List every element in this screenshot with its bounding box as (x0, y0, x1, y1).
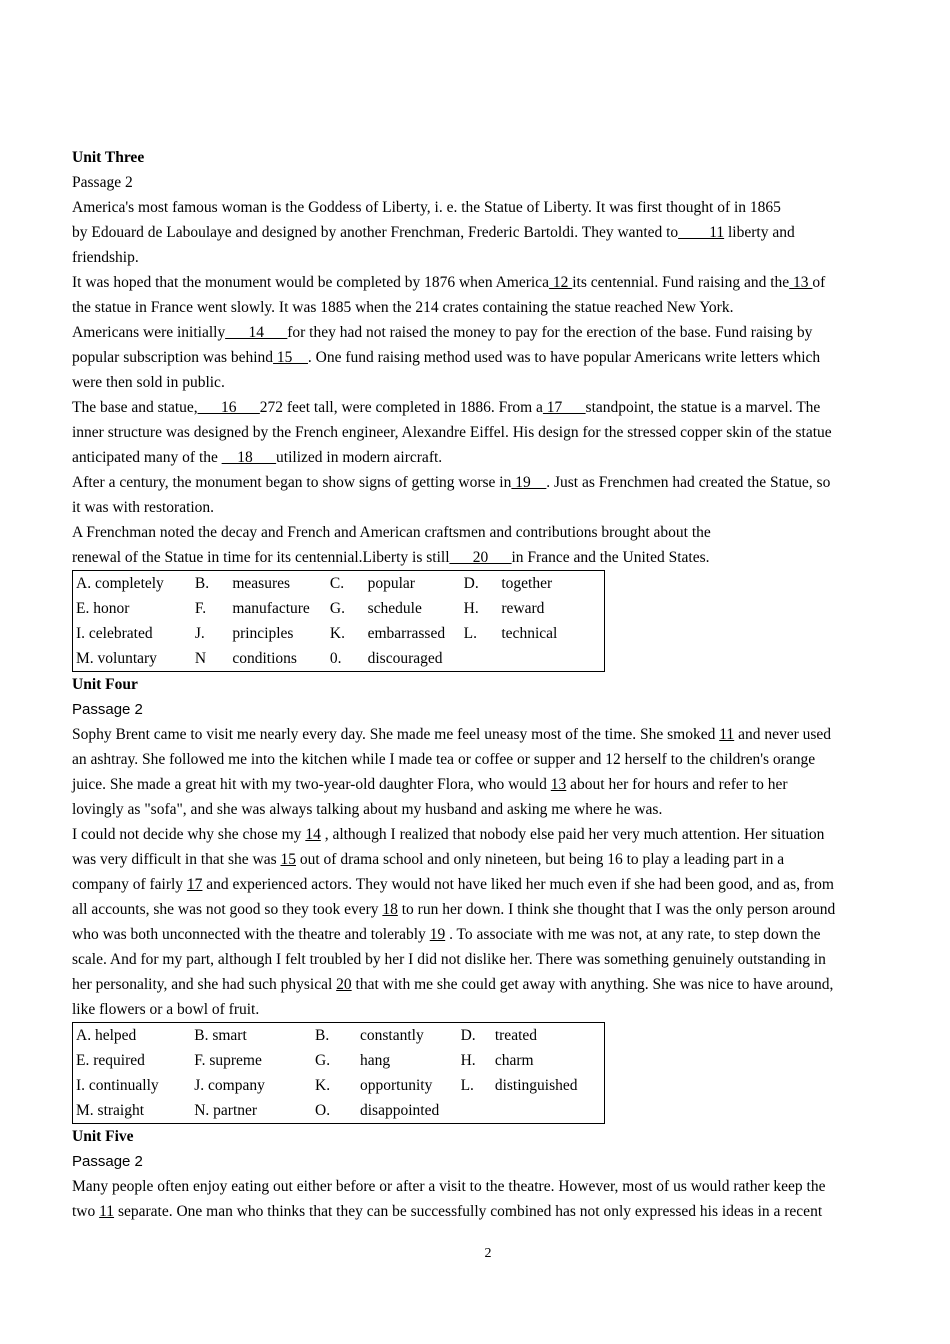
text-run: anticipated many of the (72, 449, 222, 466)
option-cell (492, 1098, 605, 1124)
option-row (73, 1048, 605, 1073)
blank: 17 (186, 876, 203, 893)
option-cell: J. (194, 625, 205, 642)
text-line (72, 872, 900, 897)
text-run: lovingly as "sofa", and she was always talking about my husband and asking me where he was. (72, 801, 663, 818)
blank: ___16___ (197, 399, 260, 416)
option-cell: C. (329, 575, 345, 592)
text-line (72, 270, 900, 295)
blank: ____11 (678, 224, 725, 241)
text-line (72, 972, 900, 997)
text-line (72, 470, 900, 495)
text-run: . One fund raising method used was to have popular Americans write letters which (307, 349, 821, 366)
options-table (72, 570, 605, 672)
text-run: to run her down. I think she thought that I was the only person around (397, 901, 836, 918)
text-line (72, 722, 900, 747)
text-run: company of fairly (72, 876, 187, 893)
text-run: inner structure was designed by the French engineer, Alexandre Eiffel. His design for the stressed copper skin of the statue (72, 424, 832, 441)
page-number: 2 (484, 1246, 492, 1261)
text-run: and never used (734, 726, 832, 743)
passage-text (72, 1174, 900, 1224)
text-run: popular subscription was behind (72, 349, 274, 366)
option-cell (461, 646, 499, 672)
option-cell: L. (463, 625, 478, 642)
option-cell: L. (460, 1077, 474, 1094)
blank: 20 (336, 976, 352, 993)
option-cell (458, 1098, 492, 1124)
text-line (72, 822, 900, 847)
text-line (72, 520, 900, 545)
text-run: two (72, 1203, 100, 1220)
text-line (72, 445, 900, 470)
text-run: friendship. (72, 249, 139, 266)
option-cell: N (194, 650, 207, 667)
text-line (72, 245, 900, 270)
text-run: scale. And for my part, although I felt troubled by her I did not dislike her. There was something genuinely outstanding in (72, 951, 826, 968)
text-run: who was both unconnected with the theatre and tolerably (72, 926, 430, 943)
options-table (72, 1022, 605, 1124)
text-run: . To associate with me was not, at any rate, to step down the (445, 926, 821, 943)
blank: 19 (429, 926, 446, 943)
text-run: were then sold in public. (72, 374, 225, 391)
text-line (72, 847, 900, 872)
option-cell: opportunity (359, 1077, 433, 1094)
text-run: was very difficult in that she was (72, 851, 281, 868)
blank: 15 (280, 851, 296, 868)
option-cell: F. (194, 600, 207, 617)
option-cell: A. helped (76, 1027, 137, 1044)
text-line (72, 545, 900, 570)
option-row (73, 1073, 605, 1098)
option-row (73, 596, 605, 621)
text-run: 272 feet tall, were completed in 1886. From a (259, 399, 543, 416)
blank: 11 (719, 726, 735, 743)
text-run: all accounts, she was not good so they took every (72, 901, 383, 918)
text-line (72, 370, 900, 395)
passage-label: Passage 2 (72, 701, 143, 718)
text-run: her personality, and she had such physical (72, 976, 337, 993)
option-cell: K. (329, 625, 345, 642)
option-cell: hang (359, 1052, 391, 1069)
blank: 14 (305, 826, 321, 843)
option-cell: D. (463, 575, 479, 592)
blank: 17___ (542, 399, 586, 416)
text-run: It was hoped that the monument would be completed by 1876 when America (72, 274, 549, 291)
option-cell: B. smart (194, 1027, 247, 1044)
blank: 18 (382, 901, 398, 918)
blank: 11 (99, 1203, 115, 1220)
option-cell: 0. (329, 650, 342, 667)
option-row (73, 621, 605, 646)
text-line (72, 320, 900, 345)
text-line (72, 295, 900, 320)
text-line (72, 947, 900, 972)
text-line (72, 1174, 900, 1199)
option-cell: embarrassed (367, 625, 446, 642)
text-line (72, 897, 900, 922)
option-cell: disappointed (359, 1102, 440, 1119)
text-run: its centennial. Fund raising and the (572, 274, 790, 291)
text-run: America's most famous woman is the Goddess of Liberty, i. e. the Statue of Liberty. It was first thought of in 1865 (72, 199, 781, 216)
text-run: standpoint, the statue is a marvel. The (585, 399, 821, 416)
option-cell: E. honor (76, 600, 130, 617)
option-cell: M. straight (76, 1102, 145, 1119)
text-run: in France and the United States. (511, 549, 710, 566)
text-run: renewal of the Statue in time for its centennial.Liberty is still (72, 549, 450, 566)
blank: 12 (548, 274, 573, 291)
option-row (73, 571, 605, 597)
blank: 19__ (511, 474, 547, 491)
option-cell: K. (315, 1077, 331, 1094)
text-run: separate. One man who thinks that they can be successfully combined has not only expressed his ideas in a recent (114, 1203, 823, 1220)
blank: 15__ (273, 349, 308, 366)
option-cell: D. (460, 1027, 476, 1044)
option-cell: J. company (194, 1077, 265, 1094)
text-line (72, 772, 900, 797)
text-line (72, 797, 900, 822)
text-run: After a century, the monument began to show signs of getting worse in (72, 474, 512, 491)
option-row (73, 1023, 605, 1049)
text-line (72, 395, 900, 420)
option-cell: B. (315, 1027, 330, 1044)
text-run: liberty and (724, 224, 795, 241)
option-cell: conditions (232, 650, 297, 667)
text-run: I could not decide why she chose my (72, 826, 306, 843)
blank: __18___ (221, 449, 277, 466)
text-run: Many people often enjoy eating out either before or after a visit to the theatre. However, most of us would rather keep the (72, 1178, 826, 1195)
text-run: of (812, 274, 826, 291)
text-run: . Just as Frenchmen had created the Statue, so (546, 474, 831, 491)
text-line (72, 495, 900, 520)
option-cell: together (501, 575, 553, 592)
blank: 13 (789, 274, 813, 291)
text-run: juice. She made a great hit with my two-year-old daughter Flora, who would (72, 776, 551, 793)
option-cell: I. continually (76, 1077, 159, 1094)
option-cell: H. (460, 1052, 476, 1069)
text-run: that with me she could get away with anything. She was nice to have around, (351, 976, 834, 993)
text-run: the statue in France went slowly. It was 1885 when the 214 crates containing the statue reached New York. (72, 299, 734, 316)
text-line (72, 1199, 900, 1224)
option-row (73, 1098, 605, 1124)
text-line (72, 345, 900, 370)
passage-label: Passage 2 (72, 1153, 143, 1170)
option-cell: N. partner (194, 1102, 258, 1119)
text-line (72, 220, 900, 245)
text-run: Americans were initially (72, 324, 226, 341)
option-cell: O. (315, 1102, 331, 1119)
blank: ___20___ (449, 549, 512, 566)
option-cell: treated (494, 1027, 538, 1044)
option-cell: E. required (76, 1052, 145, 1069)
text-line (72, 997, 900, 1022)
text-run: like flowers or a bowl of fruit. (72, 1001, 260, 1018)
unit-title: Unit Three (72, 149, 145, 166)
option-cell: M. voluntary (76, 650, 157, 667)
text-run: by Edouard de Laboulaye and designed by another Frenchman, Frederic Bartoldi. They wanted to (72, 224, 679, 241)
text-run: The base and statue, (72, 399, 198, 416)
option-cell (498, 646, 604, 672)
text-run: out of drama school and only nineteen, but being 16 to play a leading part in a (296, 851, 785, 868)
option-cell: H. (463, 600, 479, 617)
option-cell: G. (329, 600, 345, 617)
option-cell: constantly (359, 1027, 424, 1044)
unit-title: Unit Four (72, 676, 138, 693)
blank: 13 (550, 776, 567, 793)
text-run: Sophy Brent came to visit me nearly every day. She made me feel uneasy most of the time. She smoked (72, 726, 720, 743)
option-cell: I. celebrated (76, 625, 153, 642)
text-line (72, 195, 900, 220)
option-cell: distinguished (494, 1077, 578, 1094)
option-cell: charm (494, 1052, 534, 1069)
option-row (73, 646, 605, 672)
text-line (72, 420, 900, 445)
option-cell: measures (232, 575, 291, 592)
option-cell: reward (501, 600, 545, 617)
option-cell: technical (501, 625, 558, 642)
text-run: for they had not raised the money to pay for the erection of the base. Fund raising by (287, 324, 813, 341)
option-cell: popular (367, 575, 415, 592)
unit-title: Unit Five (72, 1128, 134, 1145)
option-cell: A. completely (76, 575, 164, 592)
text-run: an ashtray. She followed me into the kitchen while I made tea or coffee or supper and 12 herself to the children's orange (72, 751, 816, 768)
passage-text (72, 195, 900, 570)
option-cell: manufacture (232, 600, 310, 617)
option-cell: schedule (367, 600, 422, 617)
option-cell: principles (232, 625, 294, 642)
document-page (72, 145, 900, 1224)
passage-label: Passage 2 (72, 174, 133, 191)
blank: ___14___ (225, 324, 288, 341)
text-line (72, 922, 900, 947)
option-cell: discouraged (367, 650, 443, 667)
option-cell: G. (315, 1052, 331, 1069)
text-run: about her for hours and refer to her (566, 776, 788, 793)
text-line (72, 747, 900, 772)
passage-text (72, 722, 900, 1022)
text-run: and experienced actors. They would not have liked her much even if she had been good, and as, from (202, 876, 834, 893)
text-run: A Frenchman noted the decay and French and American craftsmen and contributions brought about the (72, 524, 711, 541)
option-cell: B. (194, 575, 210, 592)
text-run: utilized in modern aircraft. (276, 449, 443, 466)
text-run: , although I realized that nobody else paid her very much attention. Her situation (320, 826, 825, 843)
option-cell: F. supreme (194, 1052, 262, 1069)
text-run: it was with restoration. (72, 499, 215, 516)
